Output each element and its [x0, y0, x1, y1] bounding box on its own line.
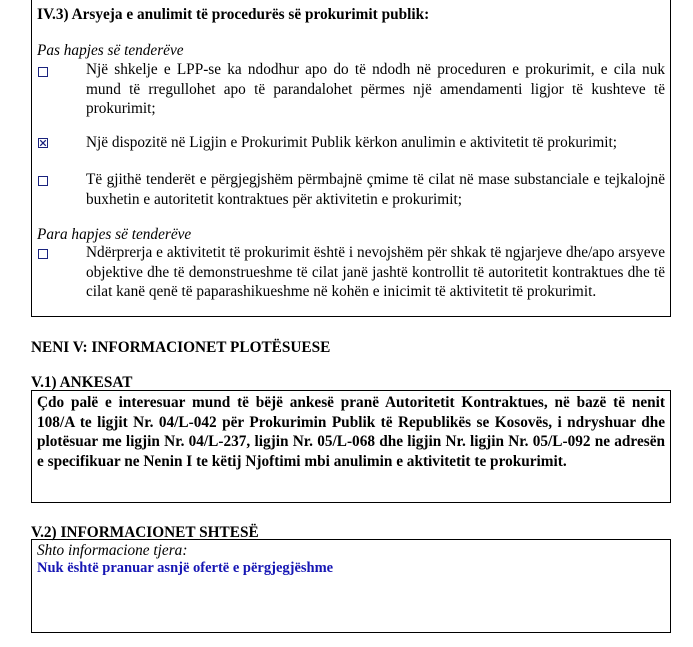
reason-1-checkbox[interactable]: [38, 67, 48, 77]
reason-2-checkbox[interactable]: [38, 138, 48, 148]
reason-1-text: Një shkelje e LPP-se ka ndodhur apo do të ndodh në proceduren e prokurimit, e cila nuk mund të rregullohet apo të parandalohet përmes një amendamenti ligjor të kushteve të prokurimit;: [86, 61, 665, 117]
additional-info-label-colon: :: [182, 542, 188, 559]
after-opening-label: Pas hapjes së tenderëve: [37, 42, 184, 59]
reason-2-text: Një dispozitë në Ligjin e Prokurimit Publik kërkon anulimin e aktivitetit të prokurimit;: [86, 134, 618, 151]
additional-info-label: [37, 542, 187, 560]
before-opening-label: Para hapjes së tenderëve: [37, 226, 192, 243]
section-v1-body: Çdo palë e interesuar mund të bëjë ankesë pranë Autoritetit Kontraktues, në bazë të nenit 108/A te ligjit Nr. 04/L-042 për Prokurimin Publik të Republikës se Kosovës, i ndryshuar dhe plotësuar me ligjin Nr. 04/L-237, ligjin Nr. 05/L-068 dhe ligjin Nr. ligjin Nr. 05/L-092 ne adresën e specifikuar ne Nenin I te këtij Njoftimi mbi anulimin e aktivitetit te prokurimit.: [37, 394, 665, 470]
reason-3-checkbox[interactable]: [38, 176, 48, 186]
checkbox-cross-icon: [39, 139, 47, 147]
section-iv3-title: IV.3) Arsyeja e anulimit të procedurës së prokurimit publik:: [37, 6, 430, 23]
reason-4-checkbox[interactable]: [38, 249, 48, 259]
neni-v-heading: NENI V: INFORMACIONET PLOTËSUESE: [31, 339, 331, 356]
reason-4-text: Ndërprerja e aktivitetit të prokurimit është i nevojshëm për shkak të ngjarjeve dhe/apo arsyeve objektive dhe të demonstrueshme të cilat janë jashtë kontrollit të autoritetit kontraktues dhe të cilat kanë qenë të paparashikueshme në kohën e inicimit të aktivitetit të prokurimit.: [86, 244, 665, 300]
additional-info-value: Nuk është pranuar asnjë ofertë e përgjegjëshme: [37, 560, 334, 576]
reason-3-text: Të gjithë tenderët e përgjegjshëm përmbajnë çmime të cilat në mase substanciale e tejkalojnë buxhetin e autoritetit kontraktues për aktivitetin e prokurimit;: [86, 171, 665, 208]
section-v1-title: V.1) ANKESAT: [31, 374, 133, 391]
additional-info-label-text: Shto informacione tjera: [37, 542, 183, 559]
section-v2-title: V.2) INFORMACIONET SHTESË: [31, 524, 259, 541]
